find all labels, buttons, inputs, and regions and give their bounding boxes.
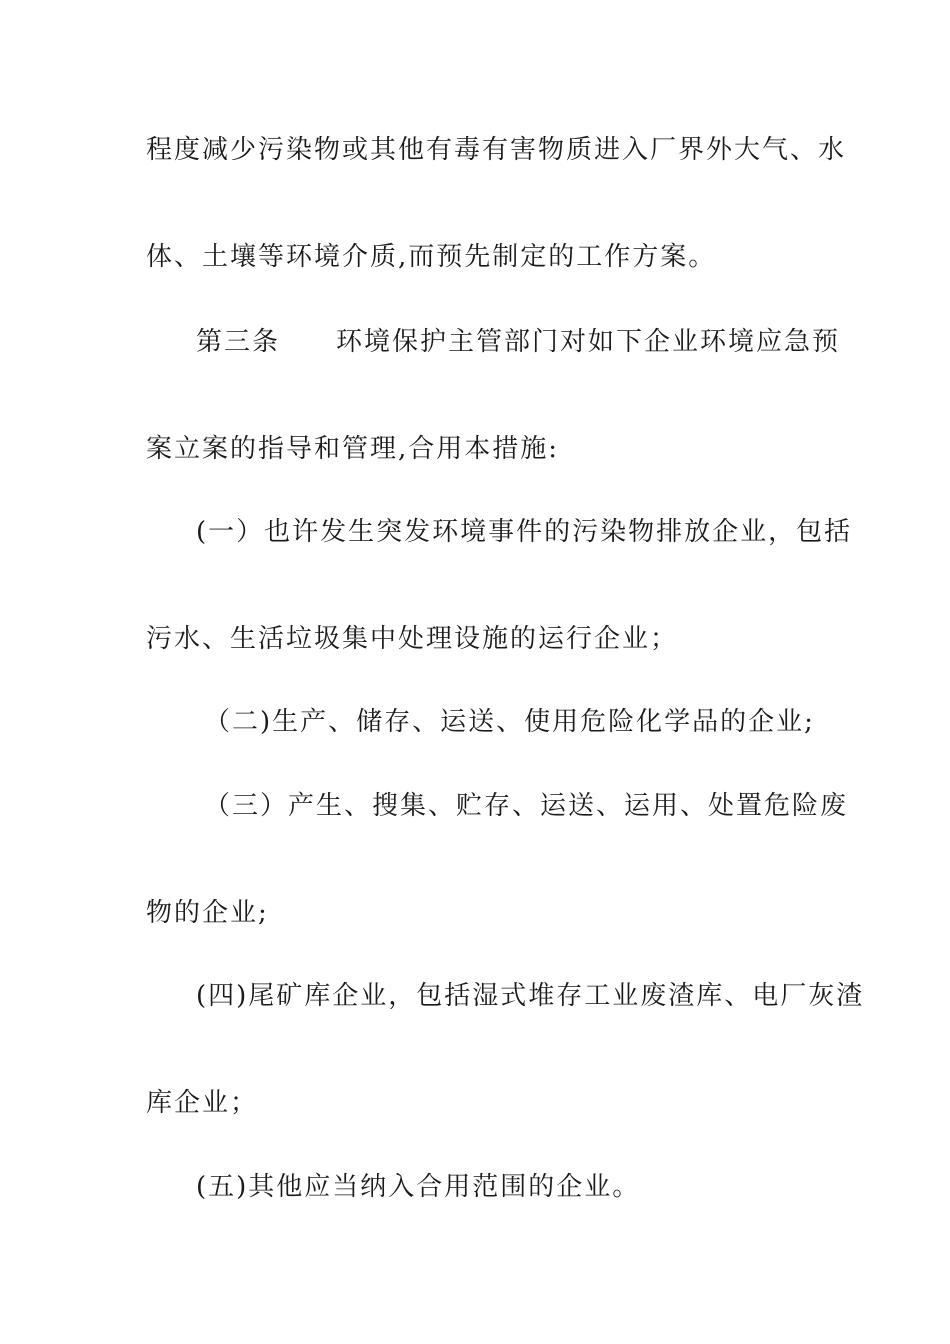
list-item-line: （二)生产、储存、运送、使用危险化学品的企业; <box>204 707 815 737</box>
body-text-line: 案立案的指导和管理,合用本措施: <box>146 434 560 464</box>
list-item-line: （三）产生、搜集、贮存、运送、运用、处置危险废 <box>204 791 849 821</box>
list-item-line: (一）也许发生突发环境事件的污染物排放企业，包括 <box>196 517 853 547</box>
list-item-line: (五)其他应当纳入合用范围的企业。 <box>196 1172 641 1202</box>
body-text-line: 库企业； <box>146 1088 259 1118</box>
body-text-line: 污水、生活垃圾集中处理设施的运行企业； <box>146 624 679 654</box>
body-text-line: 物的企业; <box>146 898 269 928</box>
body-text-line: 体、土壤等环境介质,而预先制定的工作方案。 <box>146 242 717 272</box>
article-heading-line: 第三条 环境保护主管部门对如下企业环境应急预 <box>196 327 841 357</box>
body-text-line: 程度减少污染物或其他有毒有害物质进入厂界外大气、水 <box>146 135 847 165</box>
list-item-line: (四)尾矿库企业，包括湿式堆存工业废渣库、电厂灰渣 <box>196 981 865 1011</box>
